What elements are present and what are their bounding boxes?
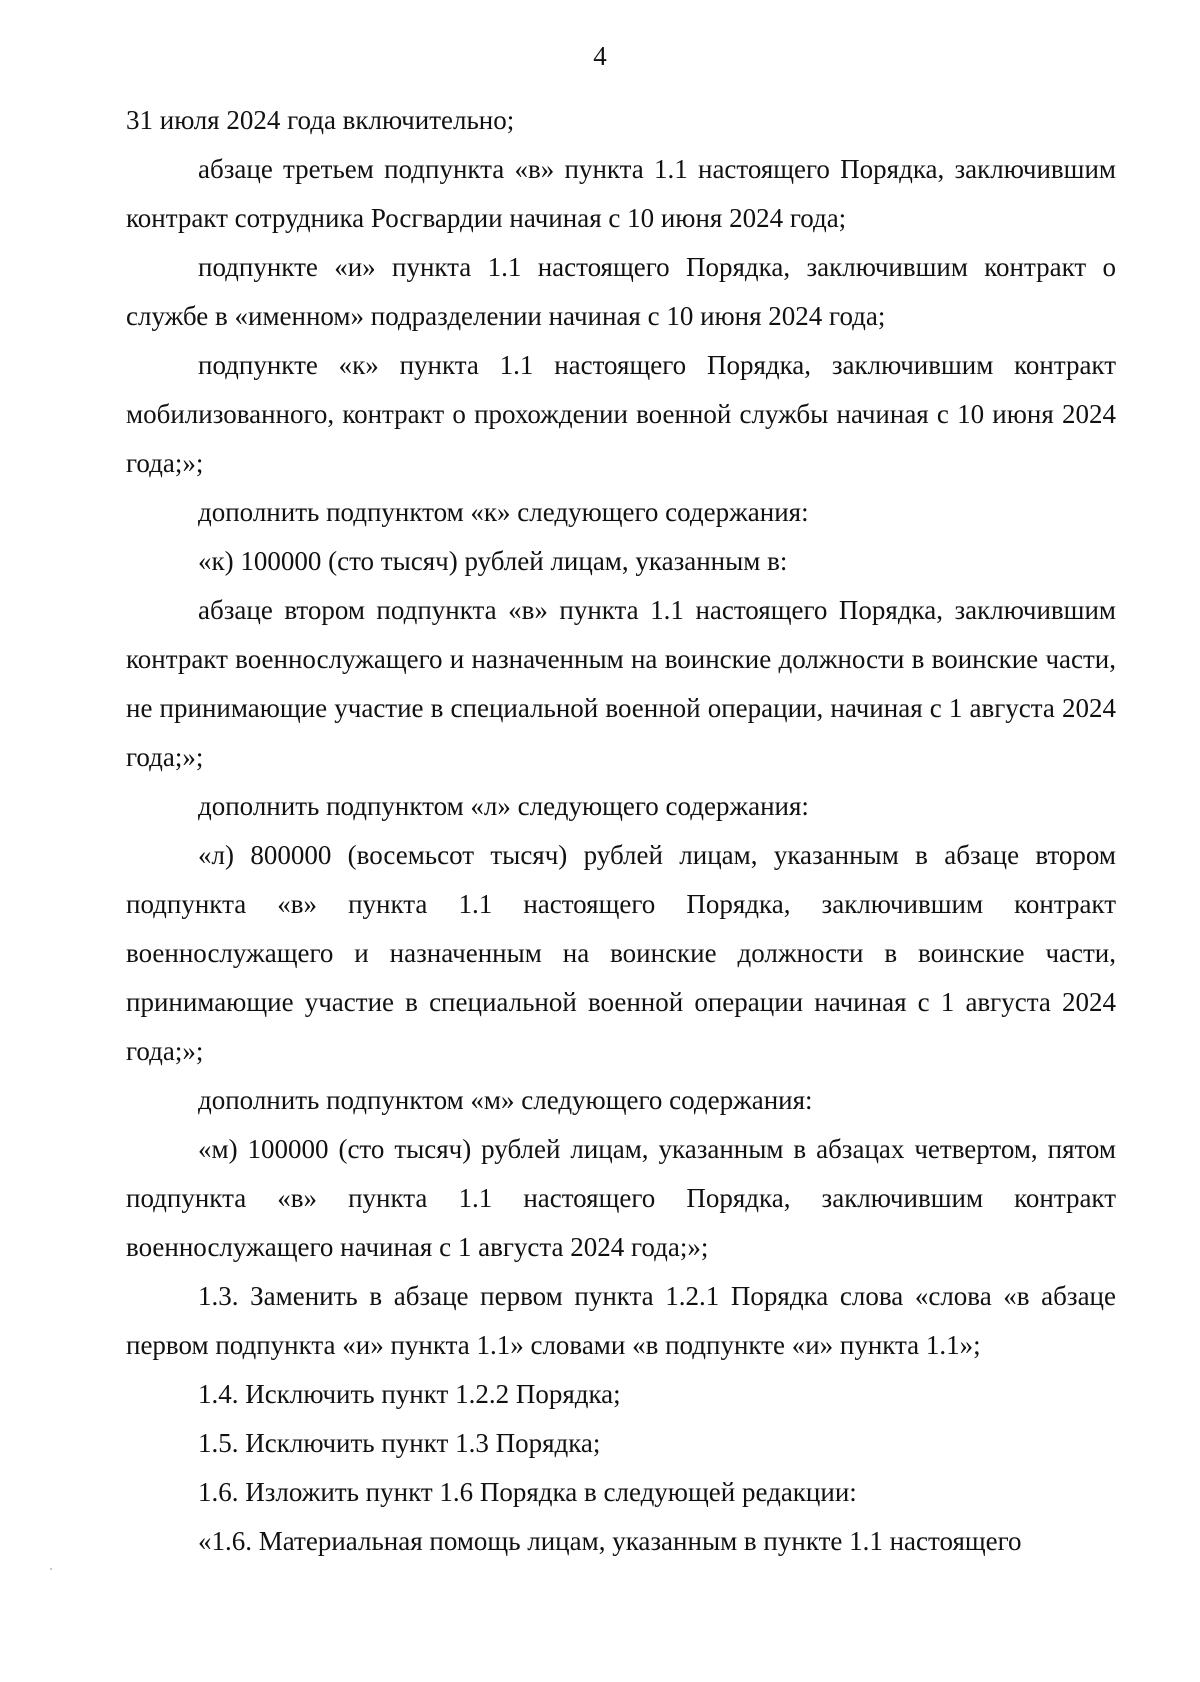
paragraph-14: 1.5. Исключить пункт 1.3 Порядка; bbox=[198, 1428, 601, 1458]
paragraph-12: 1.3. Заменить в абзаце первом пункта 1.2.1 Порядка слова «слова «в абзаце первом подпункта «и» пункта 1.1» словами «в подпункте «и» пункта 1.1»; bbox=[126, 1281, 1116, 1360]
paragraph-5: дополнить подпунктом «к» следующего содержания: bbox=[198, 497, 809, 527]
page-number: 4 bbox=[593, 41, 607, 71]
paragraph-6: «к) 100000 (сто тысяч) рублей лицам, указанным в: bbox=[198, 546, 788, 576]
paragraph-4: подпункте «к» пункта 1.1 настоящего Порядка, заключившим контракт мобилизованного, контракт о прохождении военной службы начиная с 10 июня 2024 года;»; bbox=[126, 350, 1116, 478]
paragraph-16: «1.6. Материальная помощь лицам, указанным в пункте 1.1 настоящего bbox=[198, 1526, 1022, 1556]
paragraph-9: «л) 800000 (восемьсот тысяч) рублей лицам, указанным в абзаце втором подпункта «в» пункта 1.1 настоящего Порядка, заключившим контракт военнослужащего и назначенным на воинские должности в воинские части, принимающие участие в специальной военной операции начиная с 1 августа 2024 года;»; bbox=[126, 840, 1116, 1066]
paragraph-2: абзаце третьем подпункта «в» пункта 1.1 настоящего Порядка, заключившим контракт сотрудника Росгвардии начиная с 10 июня 2024 года; bbox=[126, 154, 1116, 233]
paragraph-1: 31 июля 2024 года включительно; bbox=[126, 105, 515, 135]
paragraph-8: дополнить подпунктом «л» следующего содержания: bbox=[198, 791, 809, 821]
document-body bbox=[126, 96, 1116, 1566]
paragraph-11: «м) 100000 (сто тысяч) рублей лицам, указанным в абзацах четвертом, пятом подпункта «в» пункта 1.1 настоящего Порядка, заключившим контракт военнослужащего начиная с 1 августа 2024 года;»; bbox=[126, 1134, 1116, 1262]
scan-speck bbox=[50, 1568, 52, 1570]
paragraph-7: абзаце втором подпункта «в» пункта 1.1 настоящего Порядка, заключившим контракт военнослужащего и назначенным на воинские должности в воинские части, не принимающие участие в специальной военной операции, начиная с 1 августа 2024 года;»; bbox=[126, 595, 1116, 772]
paragraph-10: дополнить подпунктом «м» следующего содержания: bbox=[198, 1085, 813, 1115]
paragraph-13: 1.4. Исключить пункт 1.2.2 Порядка; bbox=[198, 1379, 621, 1409]
paragraph-15: 1.6. Изложить пункт 1.6 Порядка в следующей редакции: bbox=[198, 1477, 857, 1507]
paragraph-3: подпункте «и» пункта 1.1 настоящего Порядка, заключившим контракт о службе в «именном» подразделении начиная с 10 июня 2024 года; bbox=[126, 252, 1116, 331]
